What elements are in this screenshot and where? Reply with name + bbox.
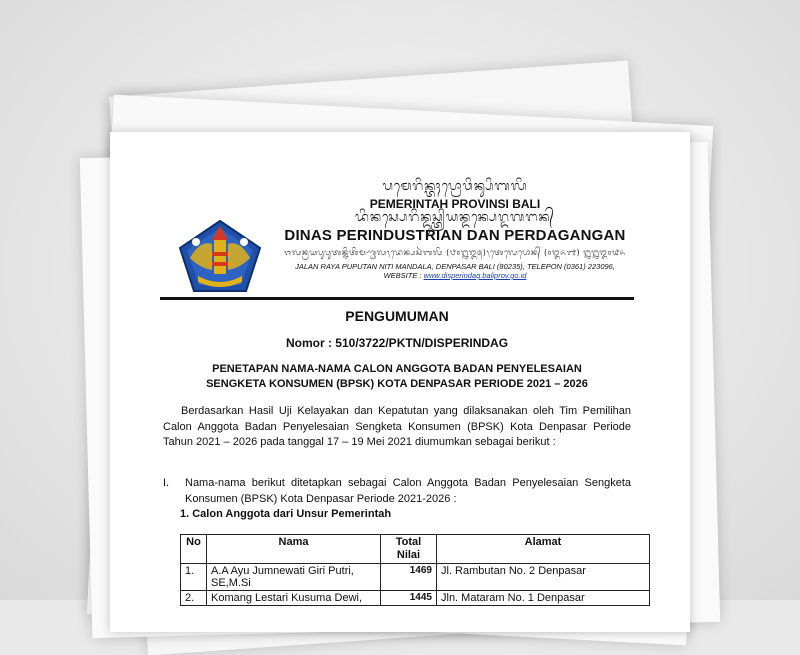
candidates-table: [180, 534, 650, 606]
header-score: Total Nilai: [381, 535, 437, 564]
government-name: PEMERINTAH PROVINSI BALI: [369, 197, 541, 211]
office-address: JALAN RAYA PUPUTAN NITI MANDALA, DENPASAR BALI (80235), TELEPON (0361) 223096,: [295, 262, 615, 271]
document-number: Nomor : 510/3722/PKTN/DISPERINDAG: [285, 336, 509, 350]
table-header-row: [181, 535, 650, 564]
document-title: PENGUMUMAN: [345, 308, 449, 324]
intro-paragraph: Berdasarkan Hasil Uji Kelayakan dan Kepatutan yang dilaksanakan oleh Tim Pemilihan Calon Anggota Badan Penyelesaian Sengketa Konsumen (BPSK) Kota Denpasar Periode Tahun 2021 – 2026 pada tanggal 17 – 19 Mei 2021 diumumkan sebagai berikut :: [163, 405, 631, 448]
table-row: [181, 564, 650, 591]
department-name: DINAS PERINDUSTRIAN DAN PERDAGANGAN: [284, 227, 626, 244]
balinese-script-address: ᬚᬮᬦ᭄ᬭᬬᬧᬸᬧᬸᬢᬦ᭄ᬦᬶᬢᬶᬫᬡ᭄ᬟᬮ᭞ᬤᬾᬦ᭄ᬧᬲᬃᬩᬮᬶ (᭘᭐᭒᭓᭕)᭞ᬢᬾᬮᬾᬧᭀᬦ᭄ (᭐᭓᭖᭑) ᭒᭒᭓᭐᭙᭖: [284, 248, 626, 257]
subject-line: PENETAPAN NAMA-NAMA CALON ANGGOTA BADAN PENYELESAIAN: [212, 363, 582, 375]
document-subject: [160, 362, 634, 392]
row-name: A.A Ayu Jumnewati Giri Putri, SE,M.Si: [207, 564, 381, 591]
row-no: 2.: [181, 591, 207, 606]
header-name: Nama: [207, 535, 381, 564]
row-no: 1.: [181, 564, 207, 591]
letterhead-divider: [160, 297, 634, 300]
table-row: [181, 591, 650, 606]
website-line: [275, 271, 635, 280]
row-address: Jln. Mataram No. 1 Denpasar: [437, 591, 650, 606]
bali-province-emblem-icon: [176, 218, 264, 294]
balinese-script-line: ᬤᬶᬦᬲ᭄ᬧᬾᬭᬶᬦ᭄ᬤᬸᬲ᭄ᬢ᭄ᬭᬶᬬᬦ᭄ᬤᬦ᭄ᬧᬾᬭ᭄ᬤᬕᬗᬦ᭄: [355, 210, 555, 225]
website-link[interactable]: www.disperindag.baliprov.go.id: [423, 271, 527, 280]
row-score: 1469: [381, 564, 437, 591]
list-item: [163, 476, 631, 507]
subject-line: SENGKETA KONSUMEN (BPSK) KOTA DENPASAR PERIODE 2021 – 2026: [206, 378, 588, 390]
header-no: No: [181, 535, 207, 564]
balinese-script-line: ᬧᬫᬾᬭᬶᬦ᭄ᬢᬄᬧ᭄ᬭᭀᬯᬶᬦ᭄ᬲᬶᬩᬮᬶ: [382, 179, 528, 194]
row-name: Komang Lestari Kusuma Dewi,: [207, 591, 381, 606]
list-item-number: I.: [163, 477, 170, 489]
website-label: WEBSITE :: [383, 271, 422, 280]
subsection-heading: 1. Calon Anggota dari Unsur Pemerintah: [180, 508, 392, 520]
row-address: Jl. Rambutan No. 2 Denpasar: [437, 564, 650, 591]
row-score: 1445: [381, 591, 437, 606]
document-page: [110, 132, 690, 632]
header-address: Alamat: [437, 535, 650, 564]
letterhead: [275, 180, 635, 280]
list-item-text: Nama-nama berikut ditetapkan sebagai Calon Anggota Badan Penyelesaian Sengketa Konsumen (BPSK) Kota Denpasar Periode 2021-2026 :: [185, 477, 631, 505]
